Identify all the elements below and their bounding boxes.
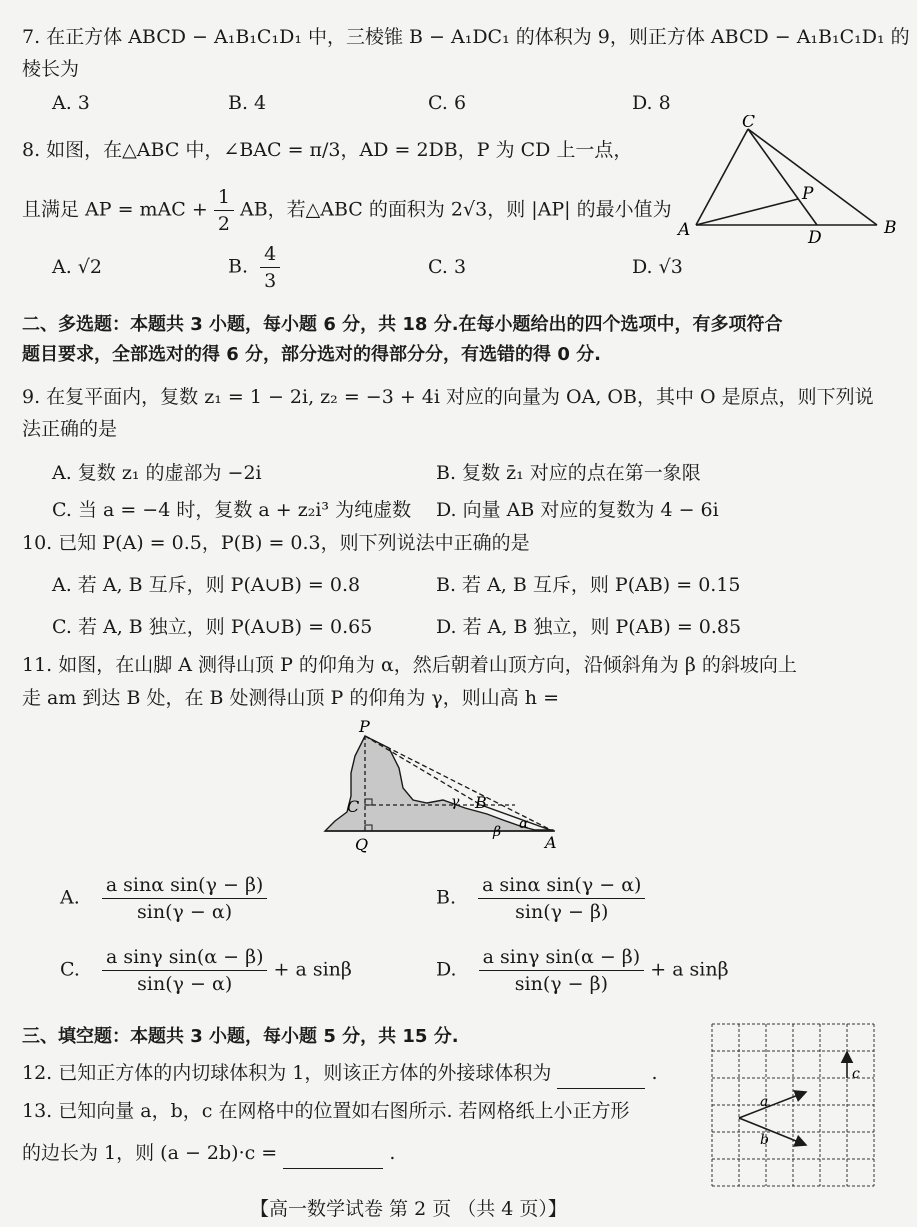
page-footer: 【高一数学试卷 第 2 页 （共 4 页）】 bbox=[250, 1198, 567, 1220]
q11-option-a bbox=[60, 874, 267, 923]
q8-frac-den: 2 bbox=[217, 213, 230, 235]
q10-option-a: A. 若 A, B 互斥，则 P(A∪B) = 0.8 bbox=[52, 574, 361, 596]
q8-half-fraction bbox=[214, 186, 234, 235]
q11-line2: 走 am 到达 B 处，在 B 处测得山顶 P 的仰角为 γ，则山高 h = bbox=[22, 687, 560, 709]
q11-optd-label: D. bbox=[436, 958, 457, 981]
q11-option-d bbox=[436, 946, 729, 995]
q11-optd-num: a sinγ sin(α − β) bbox=[479, 946, 645, 971]
segment-ap bbox=[696, 199, 798, 225]
q11-optd-den: sin(γ − β) bbox=[514, 973, 609, 995]
q10-option-c: C. 若 A, B 独立，则 P(A∪B) = 0.65 bbox=[52, 616, 373, 638]
label-alpha: α bbox=[519, 816, 529, 832]
q11-opta-fraction bbox=[102, 874, 268, 923]
q7-option-d: D. 8 bbox=[632, 92, 671, 114]
q7-option-c: C. 6 bbox=[428, 92, 467, 114]
q11-line1: 11. 如图，在山脚 A 测得山顶 P 的仰角为 α，然后朝着山顶方向，沿倾斜角为 β 的斜坡向上 bbox=[22, 654, 797, 676]
label-b: B bbox=[475, 793, 487, 812]
q11-optb-num: a sinα sin(γ − α) bbox=[478, 874, 645, 899]
q11-optb-den: sin(γ − β) bbox=[515, 901, 609, 923]
q11-optc-num: a sinγ sin(α − β) bbox=[102, 946, 268, 971]
label-vector-a: a bbox=[760, 1094, 769, 1110]
q11-optc-tail: + a sinβ bbox=[273, 958, 352, 981]
q9-line2: 法正确的是 bbox=[22, 418, 118, 440]
q13-answer-blank[interactable] bbox=[283, 1138, 383, 1169]
section2-line1: 二、多选题：本题共 3 小题，每小题 6 分，共 18 分.在每小题给出的四个选项中，有多项符合 bbox=[22, 314, 783, 335]
q11-optd-tail: + a sinβ bbox=[650, 958, 729, 981]
label-c: C bbox=[347, 797, 360, 816]
q8-line1: 8. 如图，在△ABC 中，∠BAC = π/3，AD = 2DB，P 为 CD 上一点， bbox=[22, 139, 633, 161]
label-q: Q bbox=[355, 835, 369, 854]
q13-line2 bbox=[22, 1138, 395, 1169]
label-c: C bbox=[742, 115, 756, 132]
q12-line bbox=[22, 1058, 658, 1089]
q11-option-b bbox=[436, 874, 645, 923]
q10-option-b: B. 若 A, B 互斥，则 P(AB) = 0.15 bbox=[436, 574, 741, 596]
side-ac bbox=[696, 129, 748, 225]
label-d: D bbox=[808, 228, 822, 245]
q8-optb-den: 3 bbox=[264, 270, 277, 292]
q11-option-c bbox=[60, 946, 352, 995]
label-a: A bbox=[678, 220, 691, 240]
q10-option-d: D. 若 A, B 独立，则 P(AB) = 0.85 bbox=[436, 616, 742, 638]
q11-optc-den: sin(γ − α) bbox=[137, 973, 233, 995]
grid-lines bbox=[712, 1024, 874, 1186]
q9-option-a: A. 复数 z₁ 的虚部为 −2i bbox=[52, 462, 262, 484]
label-p: P bbox=[359, 718, 370, 736]
q11-optc-fraction bbox=[102, 946, 268, 995]
q9-option-d: D. 向量 AB 对应的复数为 4 − 6i bbox=[436, 499, 719, 521]
q10-line1: 10. 已知 P(A) = 0.5，P(B) = 0.3，则下列说法中正确的是 bbox=[22, 532, 530, 554]
q11-optb-label: B. bbox=[436, 886, 457, 909]
q8-option-d: D. √3 bbox=[632, 256, 683, 278]
q11-optd-fraction bbox=[479, 946, 645, 995]
q8-frac-num: 1 bbox=[214, 186, 234, 211]
q8-option-b-fraction bbox=[260, 243, 280, 292]
section2-line2: 题目要求，全部选对的得 6 分，部分选对的得部分分，有选错的得 0 分. bbox=[22, 344, 601, 365]
q11-opta-den: sin(γ − α) bbox=[137, 901, 233, 923]
q8-line2 bbox=[22, 186, 672, 235]
q12-end: . bbox=[651, 1062, 658, 1084]
q7-option-a: A. 3 bbox=[52, 92, 90, 114]
label-p: P bbox=[802, 184, 814, 204]
q7-line1: 7. 在正方体 ABCD − A₁B₁C₁D₁ 中，三棱锥 B − A₁DC₁ 的体积为 9，则正方体 ABCD − A₁B₁C₁D₁ 的 bbox=[22, 26, 910, 48]
q8-option-a: A. √2 bbox=[52, 256, 102, 278]
q13-end: . bbox=[389, 1142, 396, 1164]
side-cb bbox=[748, 129, 877, 225]
q8-triangle-figure bbox=[672, 115, 902, 245]
label-gamma: γ bbox=[451, 794, 460, 810]
q11-opta-num: a sinα sin(γ − β) bbox=[102, 874, 268, 899]
label-vector-b: b bbox=[760, 1132, 769, 1148]
q8-option-b bbox=[228, 243, 280, 292]
label-vector-c: c bbox=[852, 1066, 860, 1082]
q7-line2: 棱长为 bbox=[22, 58, 80, 80]
q11-opta-label: A. bbox=[60, 886, 80, 909]
q9-line1: 9. 在复平面内，复数 z₁ = 1 − 2i, z₂ = −3 + 4i 对应的向量为 OA, OB，其中 O 是原点，则下列说 bbox=[22, 386, 874, 408]
q8-option-c: C. 3 bbox=[428, 256, 467, 278]
q8-optb-num: 4 bbox=[260, 243, 280, 268]
q11-mountain-figure bbox=[315, 718, 575, 858]
q8-line2-a: 且满足 AP = mAC + bbox=[22, 198, 214, 221]
q13-vector-grid-figure bbox=[708, 1020, 880, 1192]
q8-line2-b: AB，若△ABC 的面积为 2√3，则 |AP| 的最小值为 bbox=[239, 198, 672, 221]
q7-option-b: B. 4 bbox=[228, 92, 267, 114]
label-a: A bbox=[545, 833, 557, 852]
label-b: B bbox=[884, 218, 897, 238]
q11-optc-label: C. bbox=[60, 958, 80, 981]
q9-option-c: C. 当 a = −4 时，复数 a + z₂i³ 为纯虚数 bbox=[52, 499, 412, 521]
section3-line1: 三、填空题：本题共 3 小题，每小题 5 分，共 15 分. bbox=[22, 1026, 459, 1047]
q13-line2-text: 的边长为 1，则 (a − 2b)·c = bbox=[22, 1142, 278, 1164]
q11-optb-fraction bbox=[478, 874, 645, 923]
segment-cd bbox=[748, 129, 817, 225]
q9-option-b: B. 复数 z̄₁ 对应的点在第一象限 bbox=[436, 462, 701, 484]
q12-answer-blank[interactable] bbox=[557, 1058, 645, 1089]
q8-option-b-label: B. bbox=[228, 255, 249, 278]
label-beta: β bbox=[493, 824, 502, 840]
q13-line1: 13. 已知向量 a，b，c 在网格中的位置如右图所示. 若网格纸上小正方形 bbox=[22, 1100, 630, 1122]
q12-text: 12. 已知正方体的内切球体积为 1，则该正方体的外接球体积为 bbox=[22, 1062, 552, 1084]
